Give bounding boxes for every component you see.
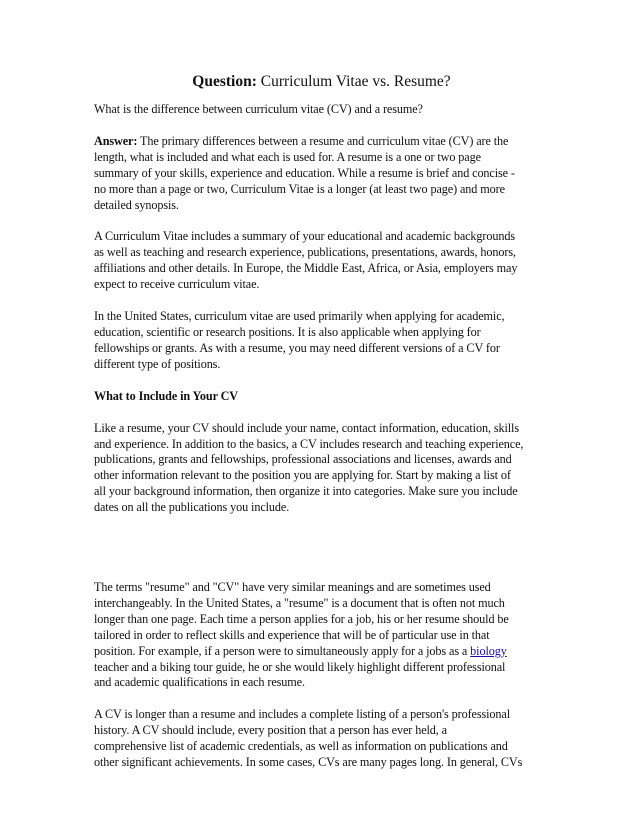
answer-paragraph: Answer: The primary differences between a resume and curriculum vitae (CV) are the length, what is included and what each is used for. A resume is a one or two page summary of your skills, experience and education. While a resume is brief and concise - no more than a page or two, Curriculum Vitae is a longer (at least two page) and more detailed synopsis. xyxy=(94,133,515,212)
title-label: Question: xyxy=(192,73,257,90)
terms-paragraph: The terms "resume" and "CV" have very similar meanings and are sometimes used interchangeably. In the United States, a "resume" is a document that is often not much longer than one page. Each time a person applies for a job, his or her resume should be tailored in order to reflect skills and experience that will be of particular use in that position. For example, if a person were to simultaneously apply for a jobs as a biology teacher and a biking tour guide, he or she would likely highlight different professional and academic qualifications in each resume. xyxy=(94,580,509,690)
page-title xyxy=(94,72,549,92)
biology-link[interactable]: biology xyxy=(470,643,507,658)
title-text: Curriculum Vitae vs. Resume? xyxy=(256,73,451,90)
question-text: What is the difference between curriculum vitae (CV) and a resume? xyxy=(94,102,423,116)
include-paragraph: Like a resume, your CV should include your name, contact information, education, skills and experience. In addition to the basics, a CV includes research and teaching experience, publications, grants and fellowships, professional associations and licenses, awards and other information relevant to the position you are applying for. Start by making a list of all your background information, then organize it into categories. Make sure you include dates on all the publications you include. xyxy=(94,420,524,515)
answer-label: Answer: xyxy=(94,133,138,148)
cv-summary-paragraph: A Curriculum Vitae includes a summary of your educational and academic backgrounds as well as teaching and research experience, publications, presentations, awards, honors, affiliations and other details. In Europe, the Middle East, Africa, or Asia, employers may expect to receive curriculum vitae. xyxy=(94,229,518,292)
section-heading: What to Include in Your CV xyxy=(94,388,239,403)
cv-length-paragraph: A CV is longer than a resume and includes a complete listing of a person's professional history. A CV should include, every position that a person has ever held, a comprehensive list of academic credentials, as well as information on publications and other significant achievements. In some cases, CVs are many pages long. In general, CVs xyxy=(94,707,523,770)
us-usage-paragraph: In the United States, curriculum vitae are used primarily when applying for academic, education, scientific or research positions. It is also applicable when applying for fellowships or grants. As with a resume, you may need different versions of a CV for different type of positions. xyxy=(94,309,505,371)
document-page xyxy=(94,72,549,771)
